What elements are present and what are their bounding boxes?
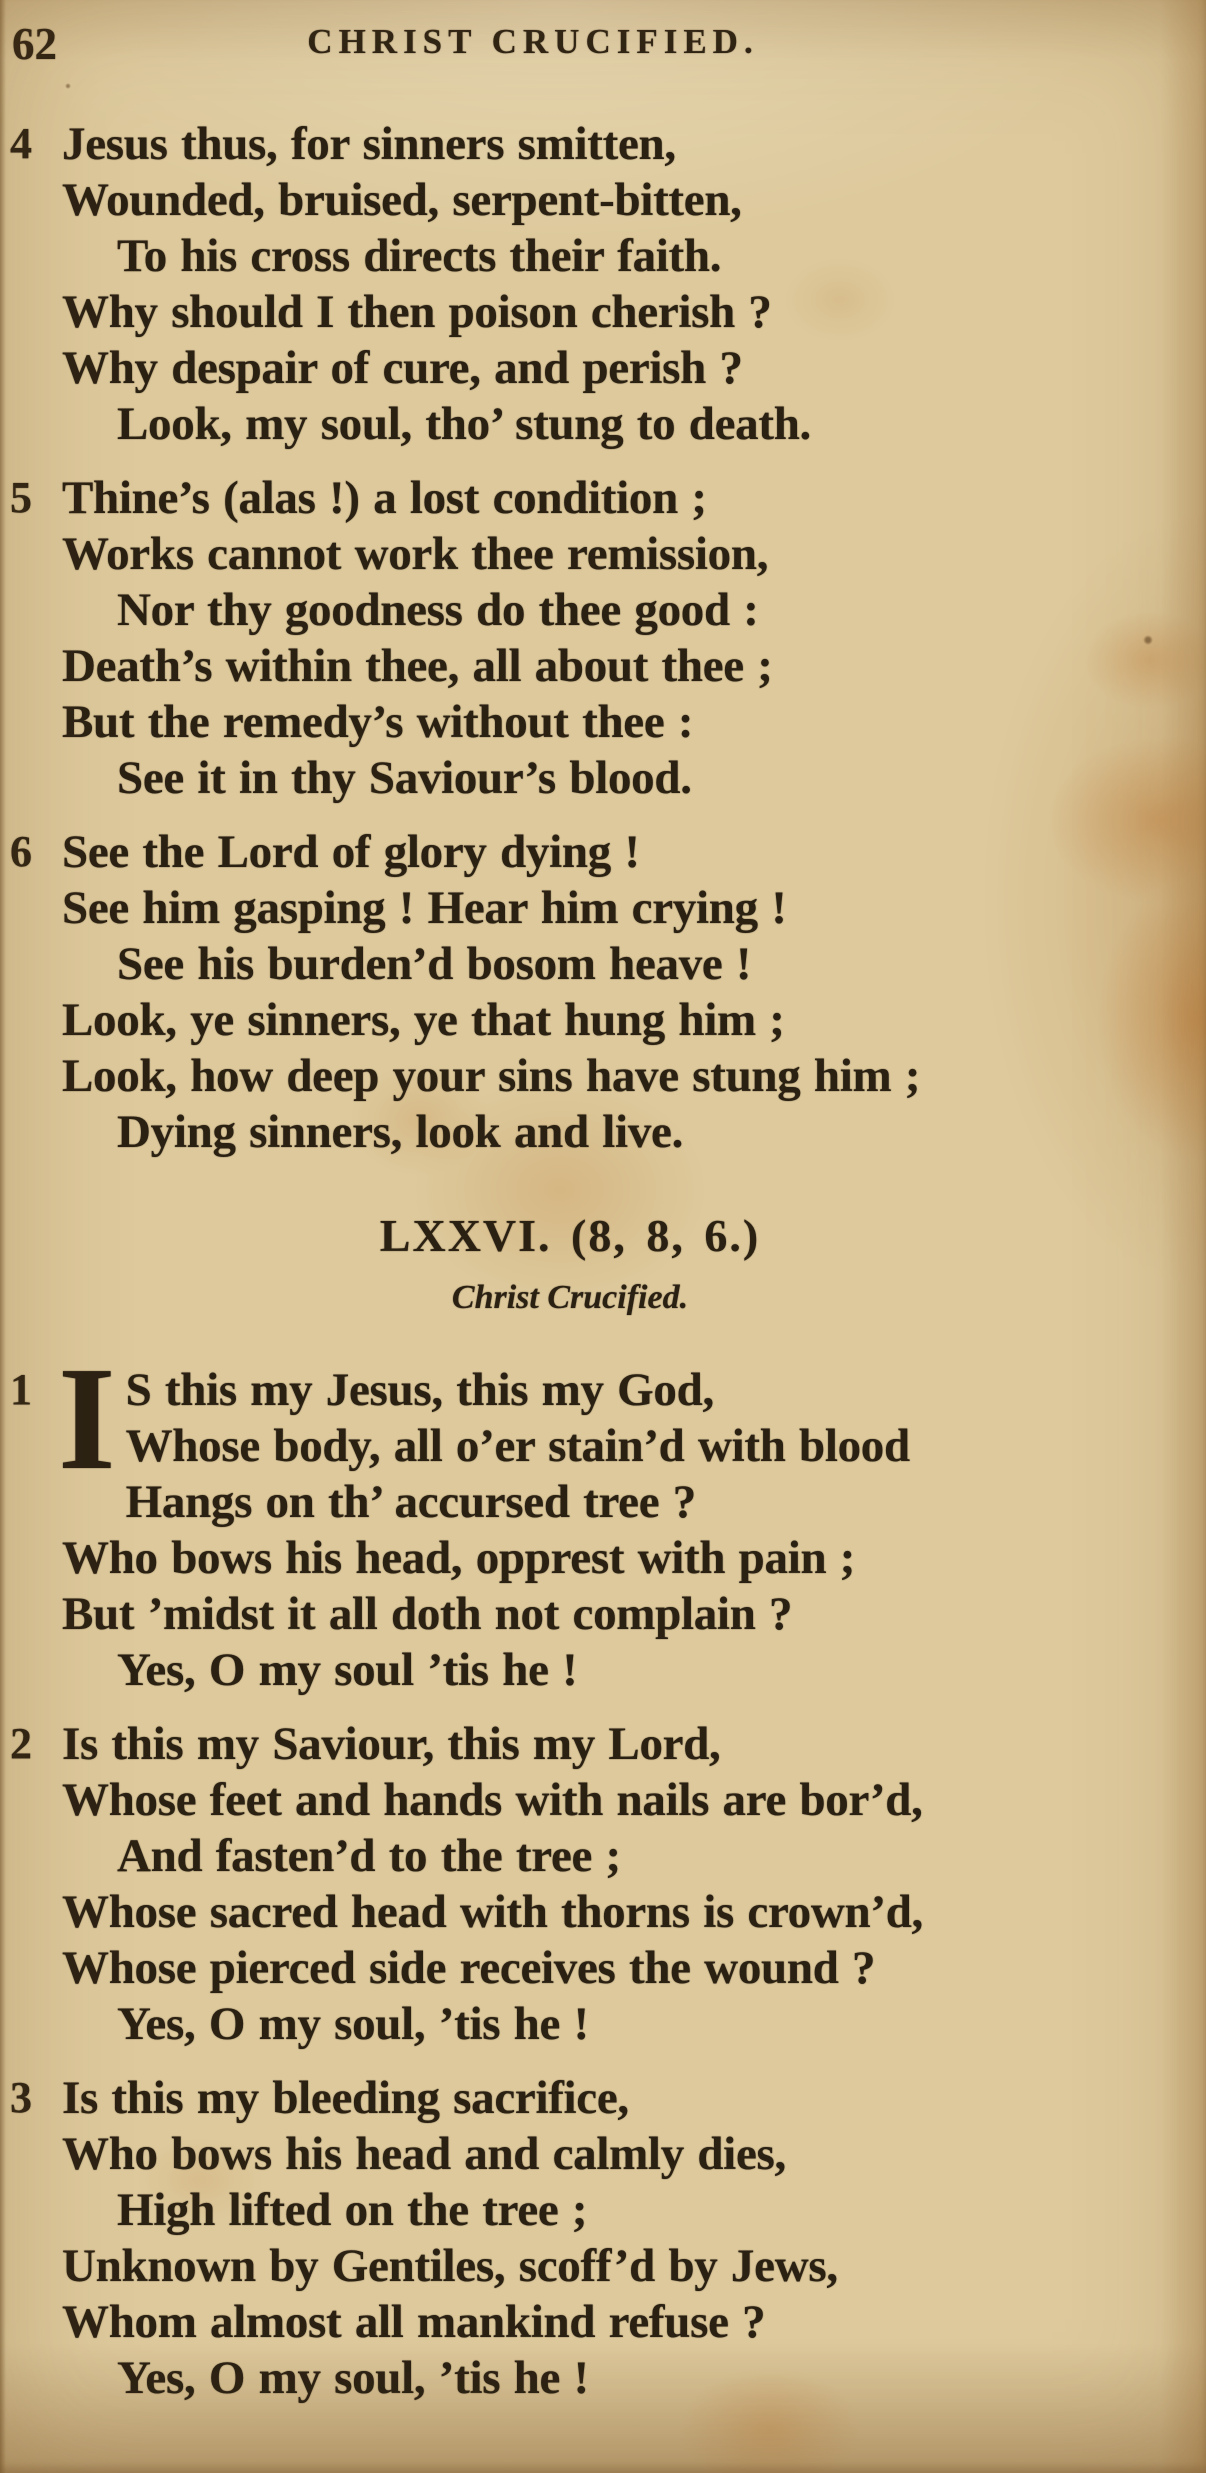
verse-line: Nor thy goodness do thee good : — [117, 584, 759, 636]
verse-line: Whose sacred head with thorns is crown’d, — [62, 1886, 924, 1938]
page-header — [0, 0, 1206, 74]
verse-line: Yes, O my soul, ’tis he ! — [117, 1998, 589, 2050]
verse-line: And fasten’d to the tree ; — [117, 1830, 621, 1882]
verse-line: Why despair of cure, and perish ? — [62, 342, 743, 394]
verse-line: Whose pierced side receives the wound ? — [62, 1942, 876, 1994]
stanza-lines — [62, 470, 1206, 806]
stanza-lines — [62, 116, 1206, 452]
running-header: CHRIST CRUCIFIED. — [307, 22, 759, 61]
verse-line: High lifted on the tree ; — [117, 2184, 588, 2236]
verse-line: See his burden’d bosom heave ! — [117, 938, 752, 990]
stanza-6 — [0, 824, 1206, 1160]
stanza-lines — [62, 824, 1206, 1160]
verse-line: See the Lord of glory dying ! — [62, 826, 640, 878]
drop-cap: I — [58, 1337, 116, 1501]
verse-line: Whose feet and hands with nails are bor’d, — [62, 1774, 923, 1826]
verse-line: Look, how deep your sins have stung him ; — [62, 1050, 921, 1102]
stanza-3 — [0, 2070, 1206, 2406]
hymn-lxxvi — [0, 1337, 1206, 2406]
verse-line: Yes, O my soul ’tis he ! — [117, 1644, 578, 1696]
verse-line: To his cross directs their faith. — [117, 230, 722, 282]
verse-line: Jesus thus, for sinners smitten, — [62, 118, 676, 170]
verse-line: Death’s within thee, all about thee ; — [62, 640, 773, 692]
verse-line: Look, my soul, tho’ stung to death. — [117, 398, 811, 450]
verse-line: Dying sinners, look and live. — [117, 1106, 684, 1158]
stanza-lines — [62, 1716, 1206, 2052]
verse-number: 3 — [10, 2073, 32, 2122]
hymn-number-heading: LXXVI. (8, 8, 6.) — [379, 1210, 761, 1261]
verse-line: Whose body, all o’er stain’d with blood — [125, 1420, 910, 1472]
verse-line: See it in thy Saviour’s blood. — [117, 752, 692, 804]
page-number: 62 — [12, 19, 57, 69]
verse-line: But the remedy’s without thee : — [62, 696, 694, 748]
verse-line: Is this my Saviour, this my Lord, — [62, 1718, 721, 1770]
verse-number: 1 — [10, 1365, 32, 1414]
stanza-lines — [58, 1337, 1206, 1698]
verse-line: Is this my bleeding sacrifice, — [62, 2072, 629, 2124]
verse-number: 6 — [10, 827, 32, 876]
hymn-continued — [0, 116, 1206, 1160]
verse-number: 4 — [10, 119, 32, 168]
verse-line: Hangs on th’ accursed tree ? — [125, 1476, 696, 1528]
verse-line: But ’midst it all doth not complain ? — [62, 1588, 793, 1640]
verse-line: Who bows his head, opprest with pain ; — [62, 1532, 856, 1584]
verse-line: Wounded, bruised, serpent-bitten, — [62, 174, 742, 226]
verse-number: 2 — [10, 1719, 32, 1768]
verse-line: Whom almost all mankind refuse ? — [62, 2296, 766, 2348]
stanza-1 — [0, 1337, 1206, 1698]
verse-line: Unknown by Gentiles, scoff’d by Jews, — [62, 2240, 838, 2292]
stanza-2 — [0, 1716, 1206, 2052]
verse-line: See him gasping ! Hear him crying ! — [62, 882, 787, 934]
stanza-5 — [0, 470, 1206, 806]
verse-line: Works cannot work thee remission, — [62, 528, 769, 580]
verse-line: S this my Jesus, this my God, — [125, 1364, 714, 1416]
verse-line: Thine’s (alas !) a lost condition ; — [62, 472, 707, 524]
stanza-lines — [62, 2070, 1206, 2406]
verse-line: Who bows his head and calmly dies, — [62, 2128, 786, 2180]
verse-line: Look, ye sinners, ye that hung him ; — [62, 994, 785, 1046]
verse-line: Why should I then poison cherish ? — [62, 286, 772, 338]
hymn-title: Christ Crucified. — [451, 1279, 689, 1316]
verse-number: 5 — [10, 473, 32, 522]
stanza-4 — [0, 116, 1206, 452]
verse-line: Yes, O my soul, ’tis he ! — [117, 2352, 589, 2404]
